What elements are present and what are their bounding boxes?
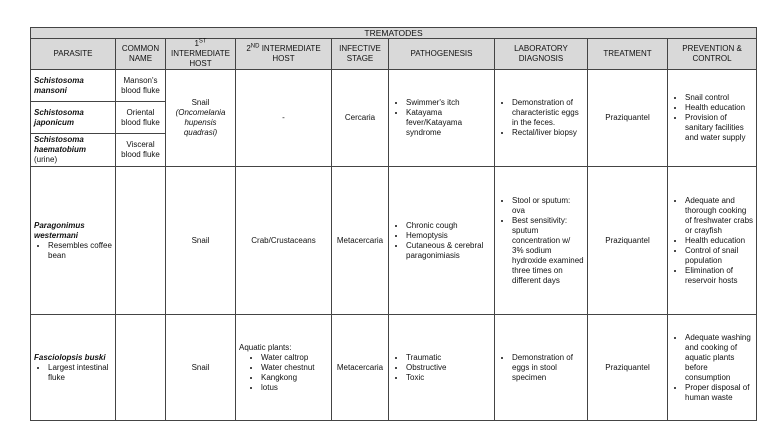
header-parasite: PARASITE — [31, 39, 116, 70]
second-host-label: INTERMEDIATE HOST — [261, 44, 321, 63]
header-lab-diagnosis: LABORATORY DIAGNOSIS — [495, 39, 588, 70]
table-row — [31, 167, 757, 315]
second-host-cell: - — [236, 70, 332, 167]
infective-stage-cell: Cercaria — [332, 70, 389, 167]
common-name-cell: Visceral blood fluke — [116, 134, 166, 167]
first-host-cell — [166, 70, 236, 167]
pathogenesis-list — [392, 353, 491, 383]
list-item: • Rectal/liver biopsy — [512, 128, 584, 138]
list-item: • Obstructive — [406, 363, 491, 373]
parasite-name: Paragonimus westermani — [34, 220, 85, 240]
lab-diagnosis-list — [498, 196, 584, 286]
list-item: • Cutaneous & cerebral paragonimiasis — [406, 241, 491, 261]
pathogenesis-cell — [389, 315, 495, 421]
parasite-name: Schistosoma haematobium — [34, 135, 87, 154]
list-item: • Stool or sputum: ova — [512, 196, 584, 216]
second-host-num: 2 — [246, 44, 251, 53]
first-host-label: INTERMEDIATE HOST — [171, 49, 230, 68]
header-second-host — [236, 39, 332, 70]
infective-stage-cell: Metacercaria — [332, 167, 389, 315]
list-item: • Chronic cough — [406, 221, 491, 231]
list-item: • Adequate washing and cooking of aquatic plants before consumption — [685, 333, 753, 383]
pathogenesis-cell — [389, 70, 495, 167]
header-common-name: COMMON NAME — [116, 39, 166, 70]
common-name-cell: Oriental blood fluke — [116, 102, 166, 134]
second-host-cell — [236, 315, 332, 421]
list-item: • Snail control — [685, 93, 753, 103]
parasite-cell — [31, 70, 116, 102]
pathogenesis-list — [392, 221, 491, 261]
prevention-cell — [668, 167, 757, 315]
pathogenesis-cell — [389, 167, 495, 315]
parasite-name: Schistosoma mansoni — [34, 75, 84, 95]
list-item: • Elimination of reservoir hosts — [685, 266, 753, 286]
parasite-name: Schistosoma japonicum — [34, 107, 84, 127]
table-row — [31, 315, 757, 421]
second-host-cell: Crab/Crustaceans — [236, 167, 332, 315]
list-item: • Proper disposal of human waste — [685, 383, 753, 403]
parasite-cell — [31, 134, 116, 167]
first-host-num: 1 — [194, 39, 199, 48]
treatment-cell: Praziquantel — [588, 167, 668, 315]
trematodes-table — [30, 27, 757, 421]
list-item: • Demonstration of eggs in stool specimen — [512, 353, 584, 383]
second-host-label: Aquatic plants: — [239, 342, 292, 352]
common-name-cell — [116, 315, 166, 421]
header-pathogenesis: PATHOGENESIS — [389, 39, 495, 70]
list-item: • Demonstration of characteristic eggs in the feces. — [512, 98, 584, 128]
list-item: • Toxic — [406, 373, 491, 383]
second-host-list — [239, 353, 328, 393]
first-host-sup: ST — [198, 38, 207, 45]
prevention-cell — [668, 70, 757, 167]
list-item: • Adequate and thorough cooking of freshwater crabs or crayfish — [685, 196, 753, 236]
first-host-species: (Oncomelania hupensis quadrasi) — [175, 108, 226, 137]
header-first-host — [166, 39, 236, 70]
prevention-list — [671, 93, 753, 143]
parasite-notes-list — [34, 241, 112, 261]
parasite-note: (urine) — [34, 155, 58, 164]
first-host-cell: Snail — [166, 167, 236, 315]
table-title: TREMATODES — [31, 28, 757, 39]
list-item: • Hemoptysis — [406, 231, 491, 241]
lab-diagnosis-list — [498, 98, 584, 138]
common-name-cell: Manson's blood fluke — [116, 70, 166, 102]
infective-stage-cell: Metacercaria — [332, 315, 389, 421]
header-infective-stage: INFECTIVE STAGE — [332, 39, 389, 70]
prevention-cell — [668, 315, 757, 421]
treatment-cell: Praziquantel — [588, 70, 668, 167]
lab-diagnosis-cell — [495, 70, 588, 167]
list-item: • Best sensitivity: sputum concentration w/ 3% sodium hydroxide examined three times on different days — [512, 216, 584, 286]
list-item: • Kangkong — [261, 373, 328, 383]
list-item: • Resembles coffee bean — [48, 241, 112, 261]
treatment-cell: Praziquantel — [588, 315, 668, 421]
list-item: • Water chestnut — [261, 363, 328, 373]
list-item: • Provision of sanitary facilities and water supply — [685, 113, 753, 143]
header-prevention: PREVENTION & CONTROL — [668, 39, 757, 70]
list-item: • Control of snail population — [685, 246, 753, 266]
list-item: • Health education — [685, 103, 753, 113]
list-item: • Traumatic — [406, 353, 491, 363]
list-item: • lotus — [261, 383, 328, 393]
list-item: • Swimmer's itch — [406, 98, 491, 108]
parasite-cell — [31, 167, 116, 315]
list-item: • Largest intestinal fluke — [48, 363, 112, 383]
second-host-sup: ND — [250, 43, 260, 50]
first-host-cell: Snail — [166, 315, 236, 421]
lab-diagnosis-list — [498, 353, 584, 383]
header-treatment: TREATMENT — [588, 39, 668, 70]
parasite-cell — [31, 315, 116, 421]
pathogenesis-list — [392, 98, 491, 138]
list-item: • Health education — [685, 236, 753, 246]
parasite-notes-list — [34, 363, 112, 383]
common-name-cell — [116, 167, 166, 315]
parasite-name: Fasciolopsis buski — [34, 352, 106, 362]
parasite-cell — [31, 102, 116, 134]
first-host-text: Snail — [191, 98, 210, 107]
prevention-list — [671, 196, 753, 286]
list-item: • Katayama fever/Katayama syndrome — [406, 108, 491, 138]
list-item: • Water caltrop — [261, 353, 328, 363]
lab-diagnosis-cell — [495, 315, 588, 421]
table-row — [31, 70, 757, 102]
lab-diagnosis-cell — [495, 167, 588, 315]
prevention-list — [671, 333, 753, 403]
header-row — [31, 39, 757, 70]
